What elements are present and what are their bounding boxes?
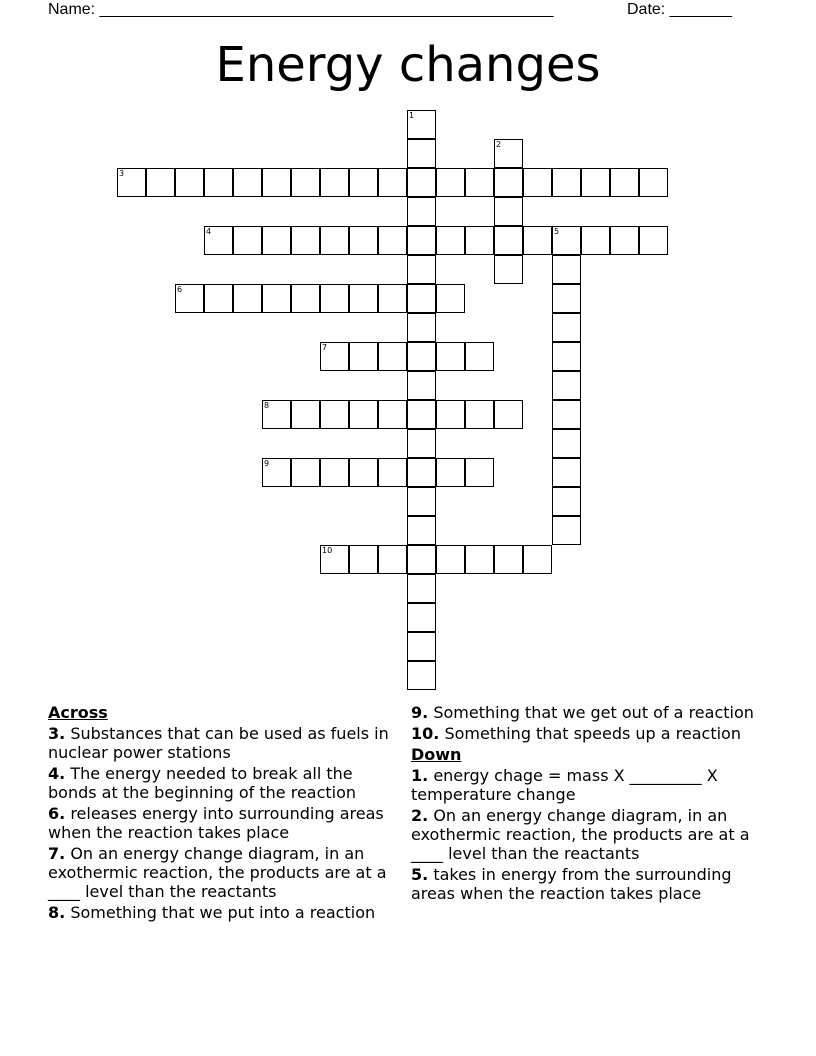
clue-number: 8. xyxy=(48,903,66,922)
grid-cell[interactable] xyxy=(407,255,436,284)
grid-cell[interactable] xyxy=(407,661,436,690)
grid-cell[interactable] xyxy=(436,545,465,574)
grid-cell[interactable] xyxy=(349,168,378,197)
grid-cell[interactable] xyxy=(552,255,581,284)
grid-cell[interactable] xyxy=(639,168,668,197)
clue-number: 9. xyxy=(411,703,429,722)
grid-cell[interactable] xyxy=(378,342,407,371)
clue-text: The energy needed to break all the bonds at the beginning of the reaction xyxy=(48,764,357,802)
grid-cell[interactable] xyxy=(436,342,465,371)
clue-across-6 xyxy=(48,804,398,842)
grid-cell[interactable] xyxy=(552,516,581,545)
grid-cell[interactable] xyxy=(320,400,349,429)
grid-cell[interactable] xyxy=(291,458,320,487)
grid-cell[interactable] xyxy=(349,226,378,255)
grid-cell[interactable] xyxy=(494,197,523,226)
grid-cell[interactable] xyxy=(494,139,523,168)
grid-cell[interactable] xyxy=(407,197,436,226)
grid-cell[interactable] xyxy=(552,400,581,429)
clue-text: Something that we get out of a reaction xyxy=(433,703,754,722)
cell-number: 4 xyxy=(206,227,212,236)
grid-cell[interactable] xyxy=(320,458,349,487)
grid-cell[interactable] xyxy=(407,226,436,255)
down-heading: Down xyxy=(411,745,462,764)
grid-cell[interactable] xyxy=(320,168,349,197)
clue-text: On an energy change diagram, in an exothermic reaction, the products are at a ____ level than the reactants xyxy=(411,806,750,863)
grid-cell[interactable] xyxy=(262,458,291,487)
grid-cell[interactable] xyxy=(204,168,233,197)
clue-across-10 xyxy=(411,724,771,743)
grid-cell[interactable] xyxy=(349,284,378,313)
grid-cell[interactable] xyxy=(552,168,581,197)
clue-number: 6. xyxy=(48,804,66,823)
grid-cell[interactable] xyxy=(320,226,349,255)
grid-cell[interactable] xyxy=(378,458,407,487)
grid-cell[interactable] xyxy=(291,226,320,255)
clue-number: 4. xyxy=(48,764,66,783)
grid-cell[interactable] xyxy=(262,284,291,313)
grid-cell[interactable] xyxy=(349,342,378,371)
grid-cell[interactable] xyxy=(407,110,436,139)
grid-cell[interactable] xyxy=(320,342,349,371)
cell-number: 7 xyxy=(322,343,328,352)
clue-text: releases energy into surrounding areas when the reaction takes place xyxy=(48,804,384,842)
grid-cell[interactable] xyxy=(436,226,465,255)
clues-column-right xyxy=(411,703,771,905)
grid-cell[interactable] xyxy=(378,545,407,574)
grid-cell[interactable] xyxy=(407,313,436,342)
clue-number: 1. xyxy=(411,766,429,785)
clues-column-left xyxy=(48,703,398,924)
across-heading: Across xyxy=(48,703,108,722)
clue-text: On an energy change diagram, in an exothermic reaction, the products are at a ____ level than the reactants xyxy=(48,844,387,901)
cell-number: 8 xyxy=(264,401,270,410)
grid-cell[interactable] xyxy=(320,284,349,313)
clue-number: 7. xyxy=(48,844,66,863)
grid-cell[interactable] xyxy=(407,139,436,168)
cell-number: 9 xyxy=(264,459,270,468)
grid-cell[interactable] xyxy=(610,168,639,197)
grid-cell[interactable] xyxy=(465,226,494,255)
grid-cell[interactable] xyxy=(349,400,378,429)
grid-cell[interactable] xyxy=(552,371,581,400)
grid-cell[interactable] xyxy=(581,226,610,255)
grid-cell[interactable] xyxy=(465,168,494,197)
clue-down-2 xyxy=(411,806,771,863)
grid-cell[interactable] xyxy=(378,400,407,429)
clue-text: takes in energy from the surrounding areas when the reaction takes place xyxy=(411,865,732,903)
grid-cell[interactable] xyxy=(117,168,146,197)
grid-cell[interactable] xyxy=(610,226,639,255)
grid-cell[interactable] xyxy=(494,255,523,284)
grid-cell[interactable] xyxy=(552,342,581,371)
grid-cell[interactable] xyxy=(407,487,436,516)
grid-cell[interactable] xyxy=(407,284,436,313)
name-field: Name: ___________________________________________________ xyxy=(48,1,554,18)
grid-cell[interactable] xyxy=(407,429,436,458)
date-field: Date: _______ xyxy=(627,1,732,18)
grid-cell[interactable] xyxy=(465,400,494,429)
grid-cell[interactable] xyxy=(552,313,581,342)
grid-cell[interactable] xyxy=(407,400,436,429)
grid-cell[interactable] xyxy=(523,168,552,197)
cell-number: 5 xyxy=(554,227,560,236)
grid-cell[interactable] xyxy=(581,168,610,197)
grid-cell[interactable] xyxy=(552,487,581,516)
grid-cell[interactable] xyxy=(639,226,668,255)
clue-across-9 xyxy=(411,703,771,722)
grid-cell[interactable] xyxy=(262,226,291,255)
grid-cell[interactable] xyxy=(465,458,494,487)
grid-cell[interactable] xyxy=(552,226,581,255)
grid-cell[interactable] xyxy=(407,342,436,371)
grid-cell[interactable] xyxy=(204,284,233,313)
grid-cell[interactable] xyxy=(407,603,436,632)
grid-cell[interactable] xyxy=(175,284,204,313)
clue-number: 3. xyxy=(48,724,66,743)
grid-cell[interactable] xyxy=(552,429,581,458)
grid-cell[interactable] xyxy=(262,400,291,429)
clue-across-4 xyxy=(48,764,398,802)
clue-number: 5. xyxy=(411,865,429,884)
cell-number: 6 xyxy=(177,285,183,294)
clue-number: 2. xyxy=(411,806,429,825)
clue-down-5 xyxy=(411,865,771,903)
cell-number: 3 xyxy=(119,169,125,178)
grid-cell[interactable] xyxy=(407,168,436,197)
grid-cell[interactable] xyxy=(175,168,204,197)
grid-cell[interactable] xyxy=(378,284,407,313)
grid-cell[interactable] xyxy=(436,400,465,429)
grid-cell[interactable] xyxy=(494,226,523,255)
grid-cell[interactable] xyxy=(291,284,320,313)
grid-cell[interactable] xyxy=(523,545,552,574)
grid-cell[interactable] xyxy=(407,516,436,545)
grid-cell[interactable] xyxy=(436,168,465,197)
grid-cell[interactable] xyxy=(552,284,581,313)
grid-cell[interactable] xyxy=(146,168,175,197)
grid-cell[interactable] xyxy=(407,458,436,487)
grid-cell[interactable] xyxy=(407,632,436,661)
grid-cell[interactable] xyxy=(320,545,349,574)
clue-across-3 xyxy=(48,724,398,762)
clue-text: Something that speeds up a reaction xyxy=(444,724,741,743)
grid-cell[interactable] xyxy=(291,168,320,197)
grid-cell[interactable] xyxy=(494,545,523,574)
grid-cell[interactable] xyxy=(523,226,552,255)
grid-cell[interactable] xyxy=(436,458,465,487)
clue-across-8 xyxy=(48,903,398,922)
grid-cell[interactable] xyxy=(465,342,494,371)
grid-cell[interactable] xyxy=(407,545,436,574)
grid-cell[interactable] xyxy=(552,458,581,487)
grid-cell[interactable] xyxy=(291,400,320,429)
clue-number: 10. xyxy=(411,724,440,743)
clue-text: energy chage = mass X _________ X temperature change xyxy=(411,766,718,804)
clue-across-7 xyxy=(48,844,398,901)
grid-cell[interactable] xyxy=(436,284,465,313)
grid-cell[interactable] xyxy=(233,168,262,197)
cell-number: 10 xyxy=(322,546,333,555)
clue-text: Substances that can be used as fuels in nuclear power stations xyxy=(48,724,389,762)
clue-down-1 xyxy=(411,766,771,804)
grid-cell[interactable] xyxy=(378,168,407,197)
grid-cell[interactable] xyxy=(407,371,436,400)
grid-cell[interactable] xyxy=(349,545,378,574)
grid-cell[interactable] xyxy=(233,284,262,313)
grid-cell[interactable] xyxy=(407,574,436,603)
grid-cell[interactable] xyxy=(465,545,494,574)
grid-cell[interactable] xyxy=(204,226,233,255)
cell-number: 1 xyxy=(409,111,415,120)
grid-cell[interactable] xyxy=(494,168,523,197)
grid-cell[interactable] xyxy=(349,458,378,487)
grid-cell[interactable] xyxy=(378,226,407,255)
clue-text: Something that we put into a reaction xyxy=(70,903,376,922)
grid-cell[interactable] xyxy=(262,168,291,197)
page-title: Energy changes xyxy=(215,37,601,93)
grid-cell[interactable] xyxy=(233,226,262,255)
cell-number: 2 xyxy=(496,140,502,149)
grid-cell[interactable] xyxy=(494,400,523,429)
